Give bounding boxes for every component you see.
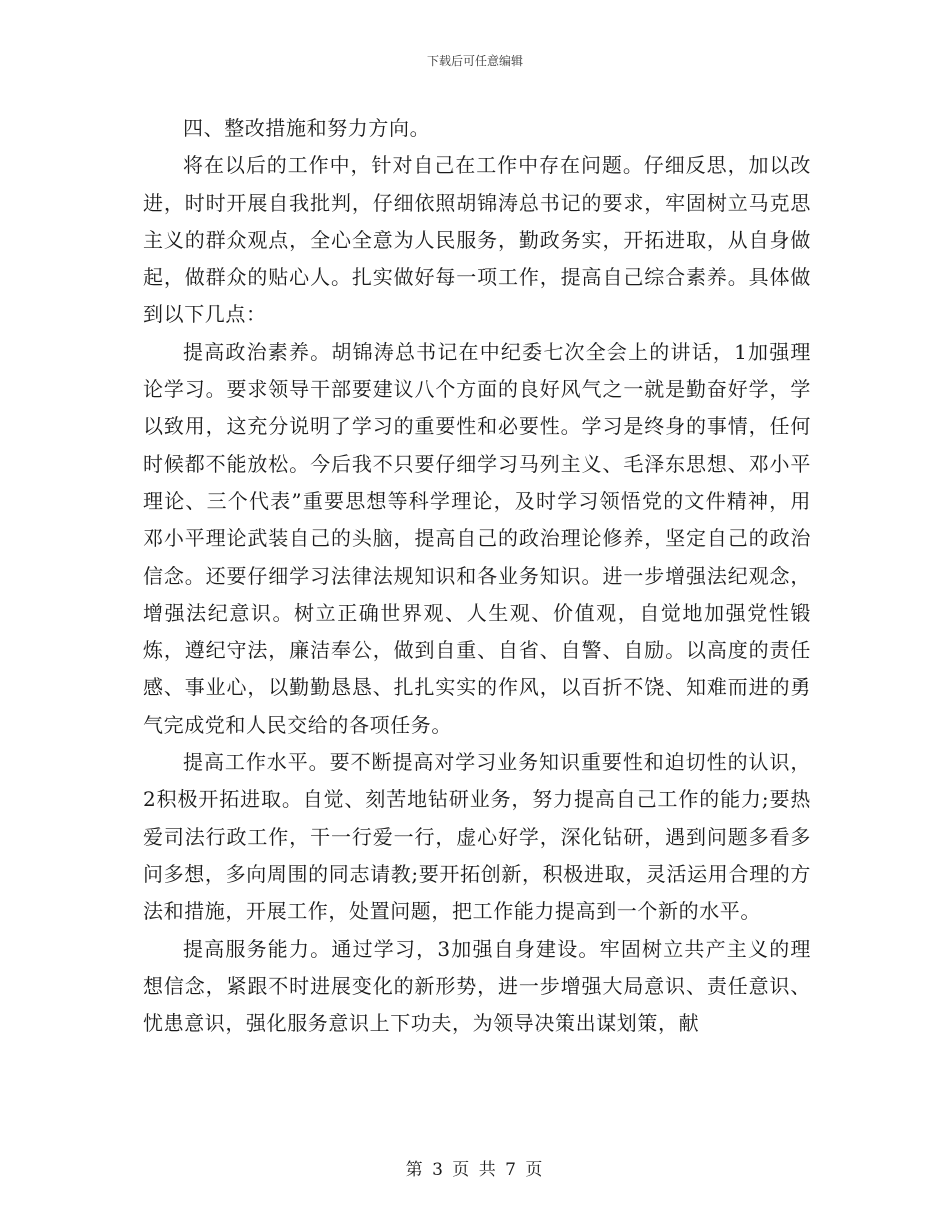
page-header: 下载后可任意编辑 bbox=[426, 54, 523, 68]
page-number: 第 3 页 共 7 页 bbox=[405, 1160, 545, 1180]
paragraph-political: 提高政治素养。胡锦涛总书记在中纪委七次全会上的讲话，1加强理论学习。要求领导干部要建议八个方面的良好风气之一就是勤奋好学，学以致用，这充分说明了学习的重要性和必要性。学习是终身的事情，任何时候都不能放松。今后我不只要仔细学习马列主义、毛泽东思想、邓小平理论、三个代表”重要思想等科学理论，及时学习领悟党的文件精神，用邓小平理论武装自己的头脑，提高自己的政治理论修养，坚定自己的政治信念。还要仔细学习法律法规知识和各业务知识。进一步增强法纪观念，增强法纪意识。树立正确世界观、人生观、价值观，自觉地加强党性锻炼，遵纪守法，廉洁奉公，做到自重、自省、自警、自励。以高度的责任感、事业心，以勤勤恳恳、扎扎实实的作风，以百折不饶、知难而进的勇气完成党和人民交给的各项任务。 bbox=[143, 339, 811, 737]
document-body bbox=[143, 110, 811, 1042]
section-heading: 四、整改措施和努力方向。 bbox=[183, 116, 431, 140]
paragraph-intro: 将在以后的工作中，针对自己在工作中存在问题。仔细反思，加以改进，时时开展自我批判，仔细依照胡锦涛总书记的要求，牢固树立马克思主义的群众观点，全心全意为人民服务，勤政务实，开拓进取，从自身做起，做群众的贴心人。扎实做好每一项工作，提高自己综合素养。具体做到以下几点： bbox=[143, 153, 811, 327]
paragraph-service: 提高服务能力。通过学习，3加强自身建设。牢固树立共产主义的理想信念，紧跟不时进展变化的新形势，进一步增强大局意识、责任意识、忧患意识，强化服务意识上下功夫，为领导决策出谋划策，献 bbox=[143, 936, 811, 1036]
paragraph-work: 提高工作水平。要不断提高对学习业务知识重要性和迫切性的认识，2积极开拓进取。自觉、刻苦地钻研业务，努力提高自己工作的能力;要热爱司法行政工作，干一行爱一行，虚心好学，深化钻研，遇到问题多看多问多想，多向周围的同志请教;要开拓创新，积极进取，灵活运用合理的方法和措施，开展工作，处置问题，把工作能力提高到一个新的水平。 bbox=[143, 750, 811, 924]
